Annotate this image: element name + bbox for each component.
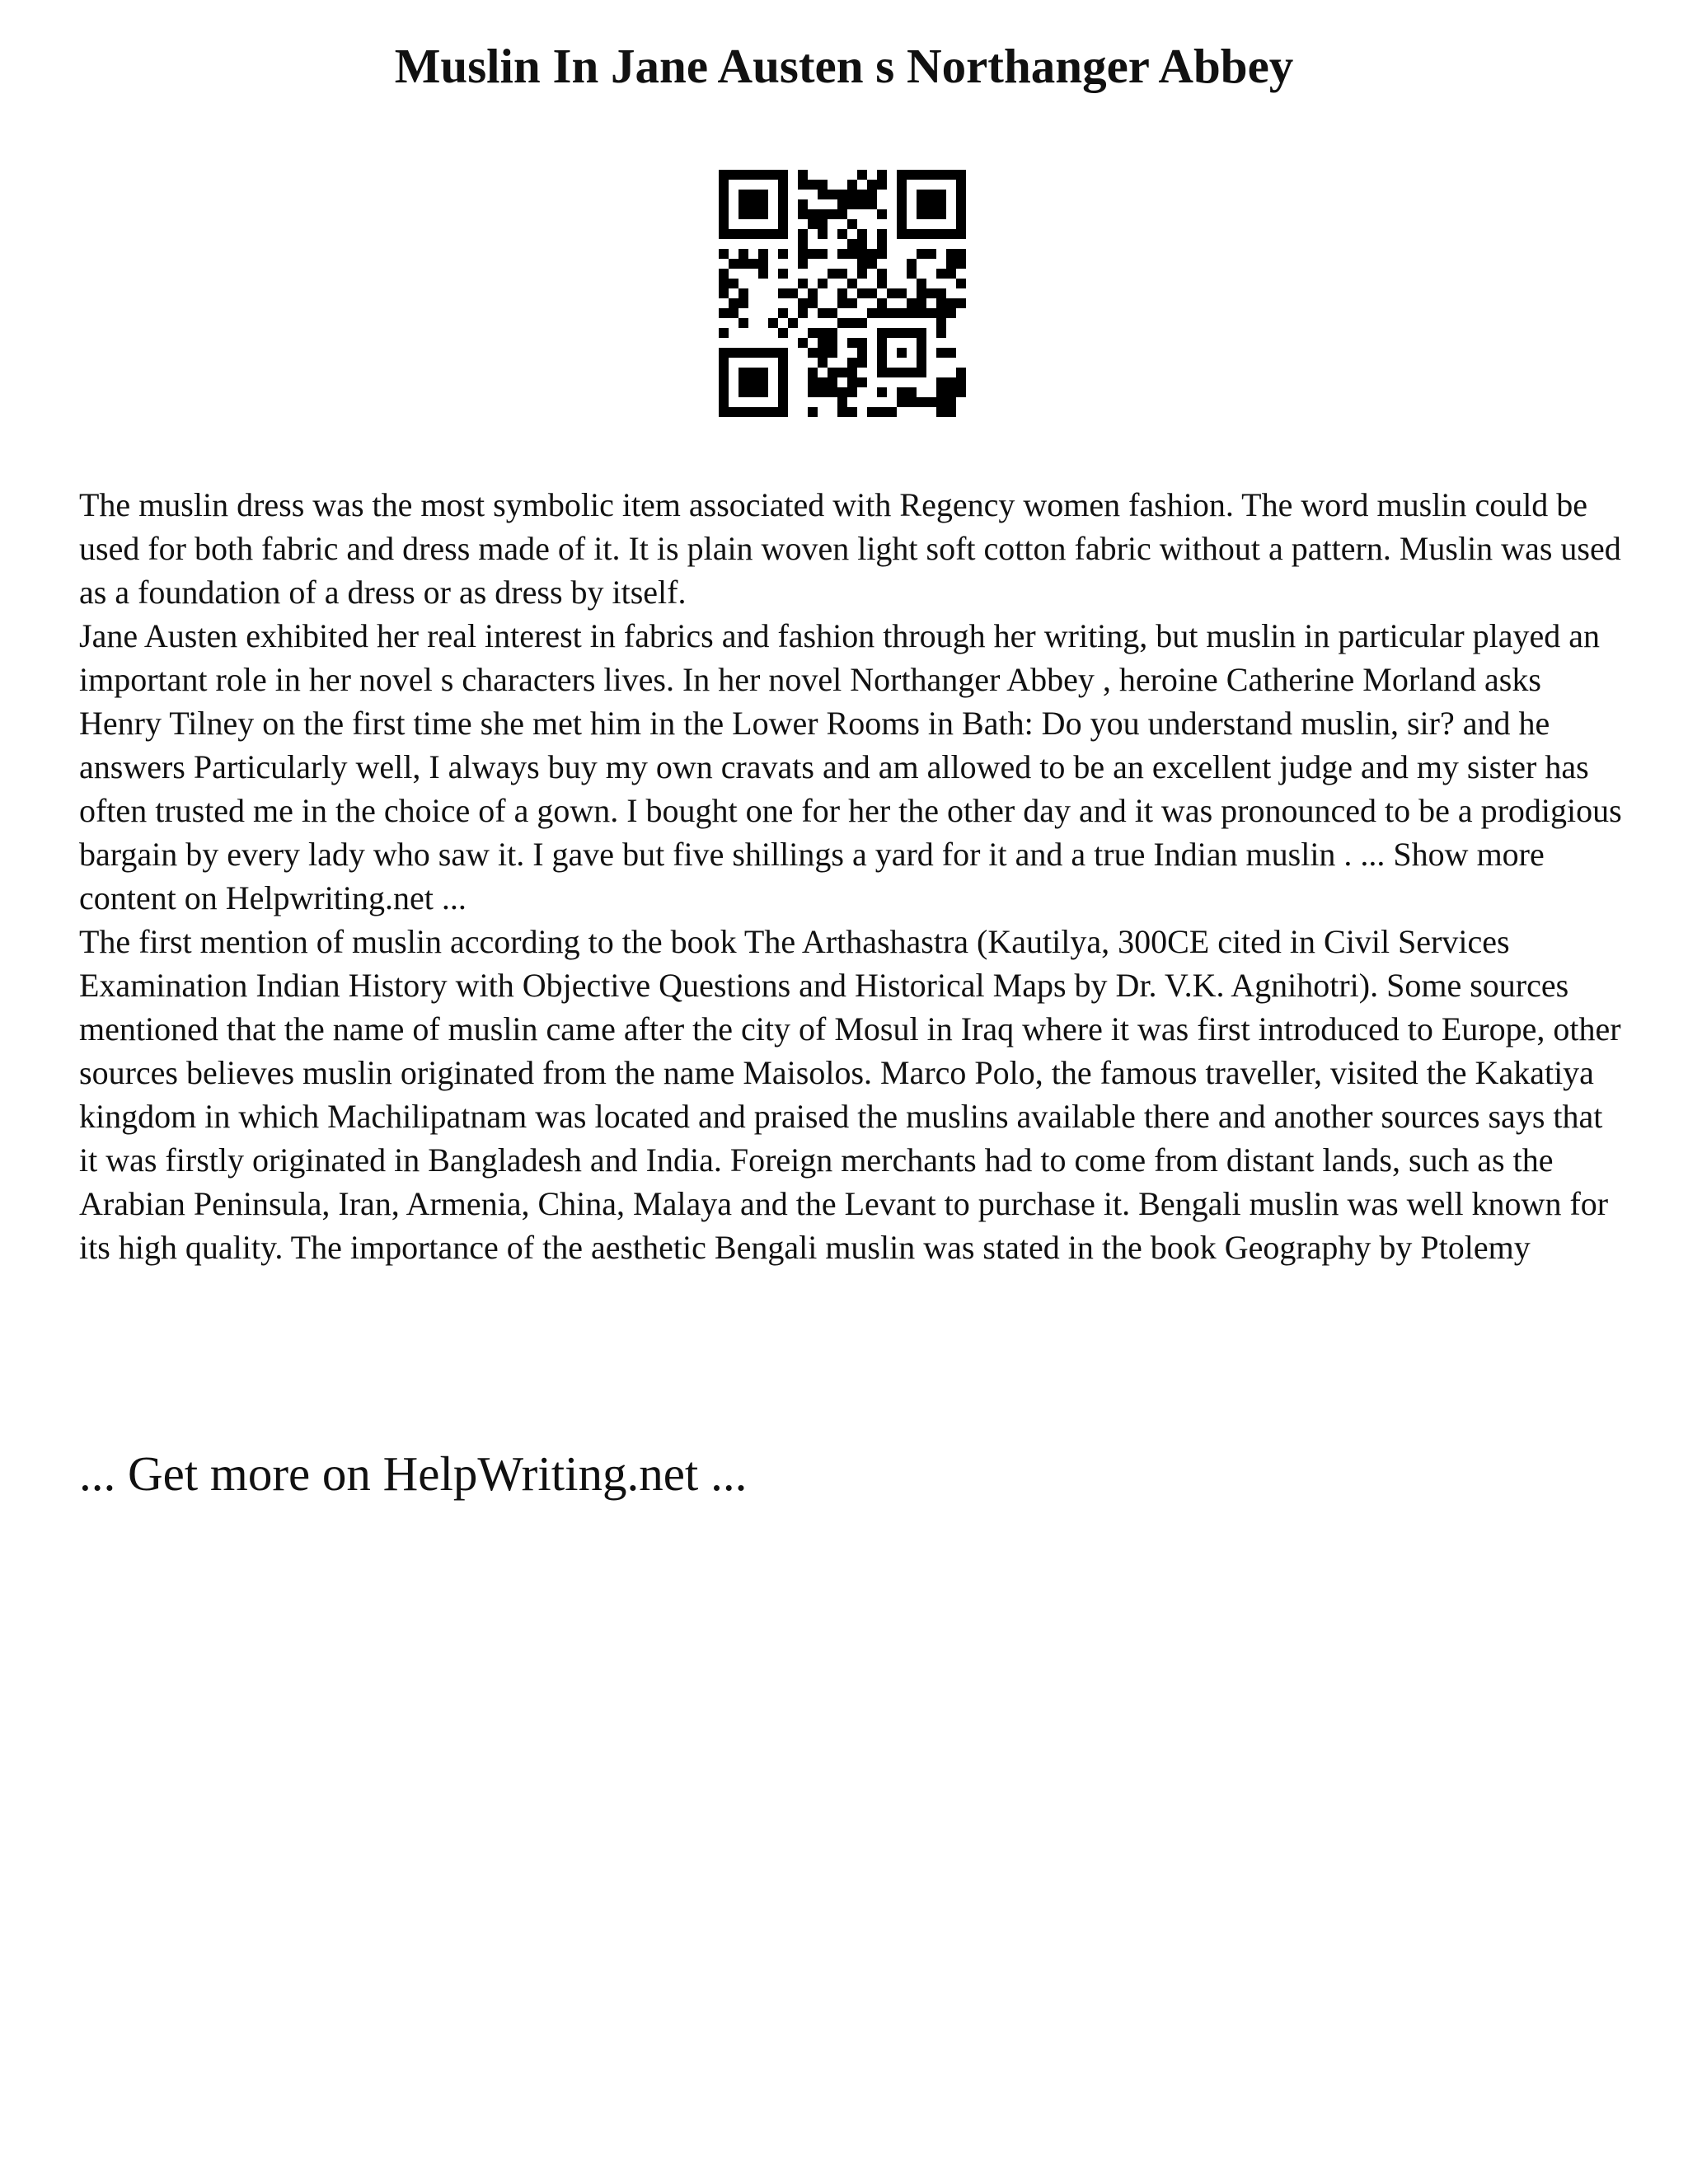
paragraph: Jane Austen exhibited her real interest in fabrics and fashion through her writing, but muslin in particular played an important role in her novel s characters lives. In her novel Northanger Abbey , heroine Catherine Morland asks Henry Tilney on the first time she met him in the Lower Rooms in Bath: Do you understand muslin, sir? and he answers Particularly well, I always buy my own cravats and am allowed to be an excellent judge and my sister has often trusted me in the choice of a gown. I bought one for her the other day and it was pronounced to be a prodigious bargain by every lady who saw it. I gave but five shillings a yard for it and a true Indian muslin . ... Show more content on Helpwriting.net ... xyxy=(79,617,1622,916)
paragraph: The muslin dress was the most symbolic item associated with Regency women fashion. The word muslin could be used for both fabric and dress made of it. It is plain woven light soft cotton fabric without a pattern. Muslin was used as a foundation of a dress or as dress by itself. xyxy=(79,486,1621,611)
paragraph: The first mention of muslin according to the book The Arthashastra (Kautilya, 300CE cited in Civil Services Examination Indian History with Objective Questions and Historical Maps by Dr. V.K. Agnihotri). Some sources mentioned that the name of muslin came after the city of Mosul in Iraq where it was first introduced to Europe, other sources believes muslin originated from the name Maisolos. Marco Polo, the famous traveller, visited the Kakatiya kingdom in which Machilipatnam was located and praised the muslins available there and another sources says that it was firstly originated in Bangladesh and India. Foreign merchants had to come from distant lands, such as the Arabian Peninsula, Iran, Armenia, China, Malaya and the Levant to purchase it. Bengali muslin was well known for its high quality. The importance of the aesthetic Bengali muslin was stated in the book Geography by Ptolemy xyxy=(79,923,1621,1266)
page-title: Muslin In Jane Austen s Northanger Abbey xyxy=(394,39,1294,93)
article-body xyxy=(79,483,1629,1269)
get-more-link[interactable]: ... Get more on HelpWriting.net ... xyxy=(79,1446,748,1501)
qr-code-icon xyxy=(719,170,966,417)
